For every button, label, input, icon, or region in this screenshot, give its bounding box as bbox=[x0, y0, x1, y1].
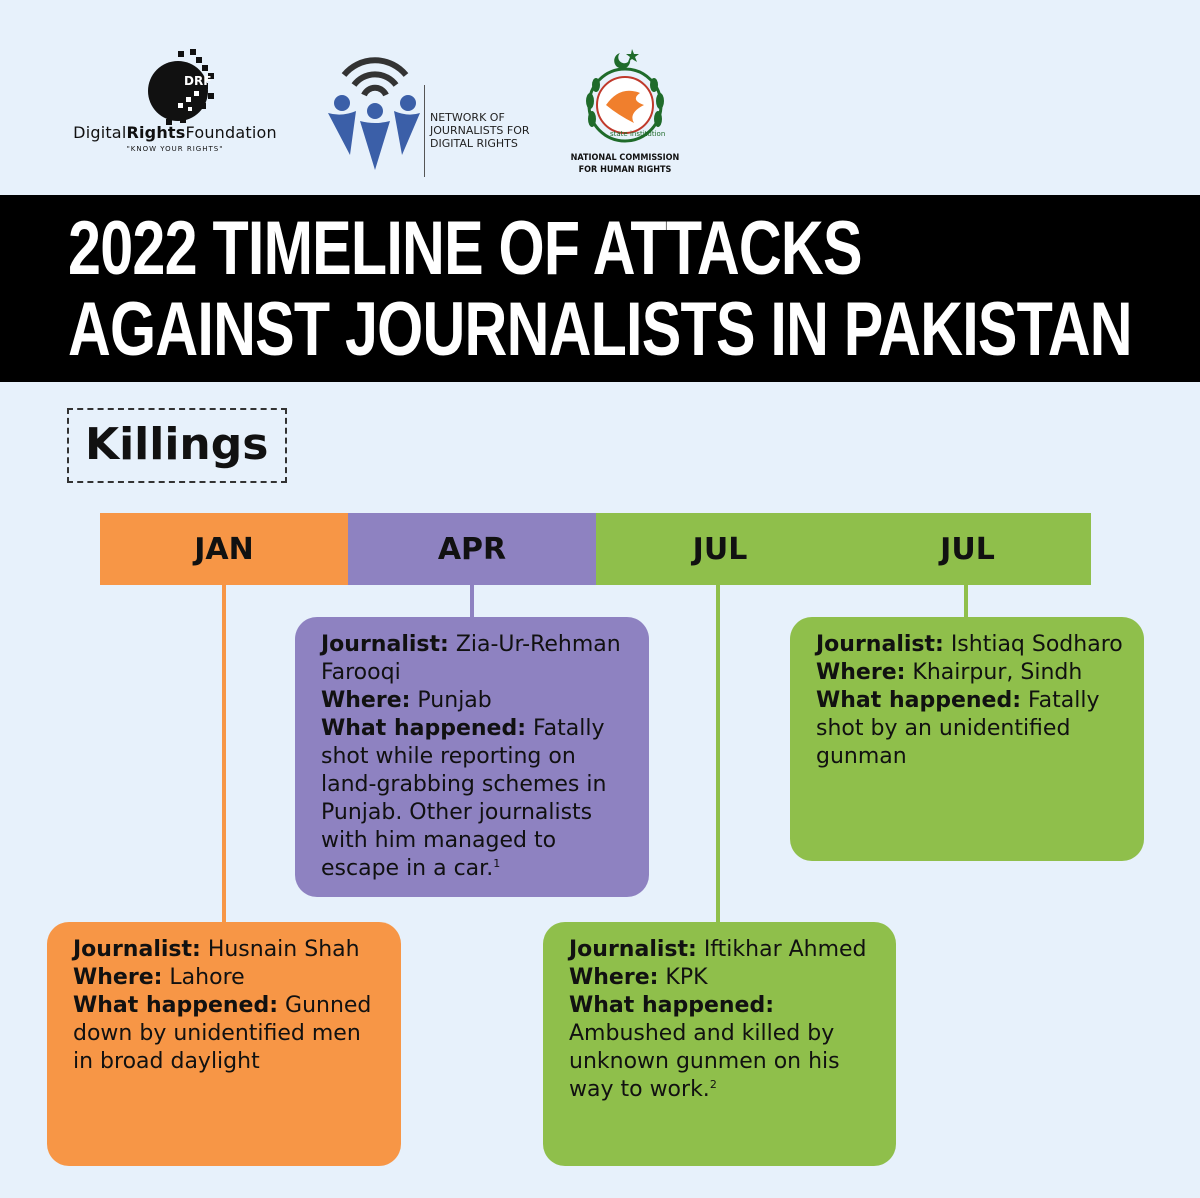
month-jan: JAN bbox=[100, 513, 348, 585]
footnote-marker: 1 bbox=[493, 857, 501, 870]
nchr-name: NATIONAL COMMISSION FOR HUMAN RIGHTS bbox=[570, 153, 680, 175]
title-band bbox=[0, 195, 1200, 382]
what-value: Ambushed and killed by unknown gunmen on his way to work. bbox=[569, 1021, 840, 1102]
footnote-marker: 2 bbox=[709, 1078, 717, 1091]
what-label: What happened: bbox=[73, 993, 279, 1018]
njdr-divider bbox=[424, 85, 425, 177]
event-card-jan bbox=[47, 922, 401, 1166]
drf-tagline: "KNOW YOUR RIGHTS" bbox=[126, 145, 224, 153]
journalist-label: Journalist: bbox=[321, 632, 449, 657]
where-label: Where: bbox=[73, 965, 163, 990]
svg-text:state institution: state institution bbox=[610, 130, 666, 138]
page-title-line-2: AGAINST JOURNALISTS IN PAKISTAN bbox=[68, 287, 1132, 372]
drf-logo bbox=[60, 45, 290, 165]
where-value: Khairpur, Sindh bbox=[912, 660, 1083, 685]
journalist-label: Journalist: bbox=[569, 937, 697, 962]
journalist-name: Zia-Ur-Rehman Farooqi bbox=[321, 632, 621, 685]
where-label: Where: bbox=[321, 688, 411, 713]
month-apr: APR bbox=[348, 513, 596, 585]
page-title-line-1: 2022 TIMELINE OF ATTACKS bbox=[68, 206, 862, 291]
where-label: Where: bbox=[816, 660, 906, 685]
month-jul-2: JUL bbox=[844, 513, 1091, 585]
journalist-name: Husnain Shah bbox=[207, 937, 360, 962]
event-card-jul-1 bbox=[543, 922, 896, 1166]
event-card-apr bbox=[295, 617, 649, 897]
journalist-name: Iftikhar Ahmed bbox=[703, 937, 867, 962]
what-label: What happened: bbox=[321, 716, 527, 741]
njdr-logo bbox=[320, 45, 560, 180]
drf-pixel-mark-icon bbox=[60, 45, 290, 125]
what-value: Fatally shot while reporting on land-grabbing schemes in Punjab. Other journalists with him managed to escape in a car. bbox=[321, 716, 607, 881]
nchr-seal-icon bbox=[570, 45, 680, 151]
where-label: Where: bbox=[569, 965, 659, 990]
section-label: Killings bbox=[85, 419, 269, 470]
month-jul-1: JUL bbox=[596, 513, 844, 585]
journalist-name: Ishtiaq Sodharo bbox=[950, 632, 1123, 657]
what-value: Gunned down by unidentified men in broad daylight bbox=[73, 993, 372, 1074]
section-label-box bbox=[67, 408, 287, 483]
nchr-logo bbox=[570, 45, 680, 180]
what-label: What happened: bbox=[816, 688, 1022, 713]
connector-apr bbox=[470, 585, 474, 619]
what-label: What happened: bbox=[569, 993, 775, 1018]
connector-jul-1 bbox=[716, 585, 720, 923]
where-value: Punjab bbox=[417, 688, 492, 713]
connector-jan bbox=[222, 585, 226, 923]
where-value: KPK bbox=[665, 965, 708, 990]
what-value: Fatally shot by an unidentified gunman bbox=[816, 688, 1100, 769]
event-card-jul-2 bbox=[790, 617, 1144, 861]
connector-jul-2 bbox=[964, 585, 968, 619]
njdr-name: NETWORK OF JOURNALISTS FOR DIGITAL RIGHTS bbox=[430, 111, 530, 150]
drf-name: DigitalRightsFoundation bbox=[73, 123, 277, 142]
journalist-label: Journalist: bbox=[816, 632, 944, 657]
svg-text:DRF: DRF bbox=[184, 74, 212, 88]
wifi-people-icon bbox=[320, 45, 424, 175]
where-value: Lahore bbox=[169, 965, 245, 990]
journalist-label: Journalist: bbox=[73, 937, 201, 962]
